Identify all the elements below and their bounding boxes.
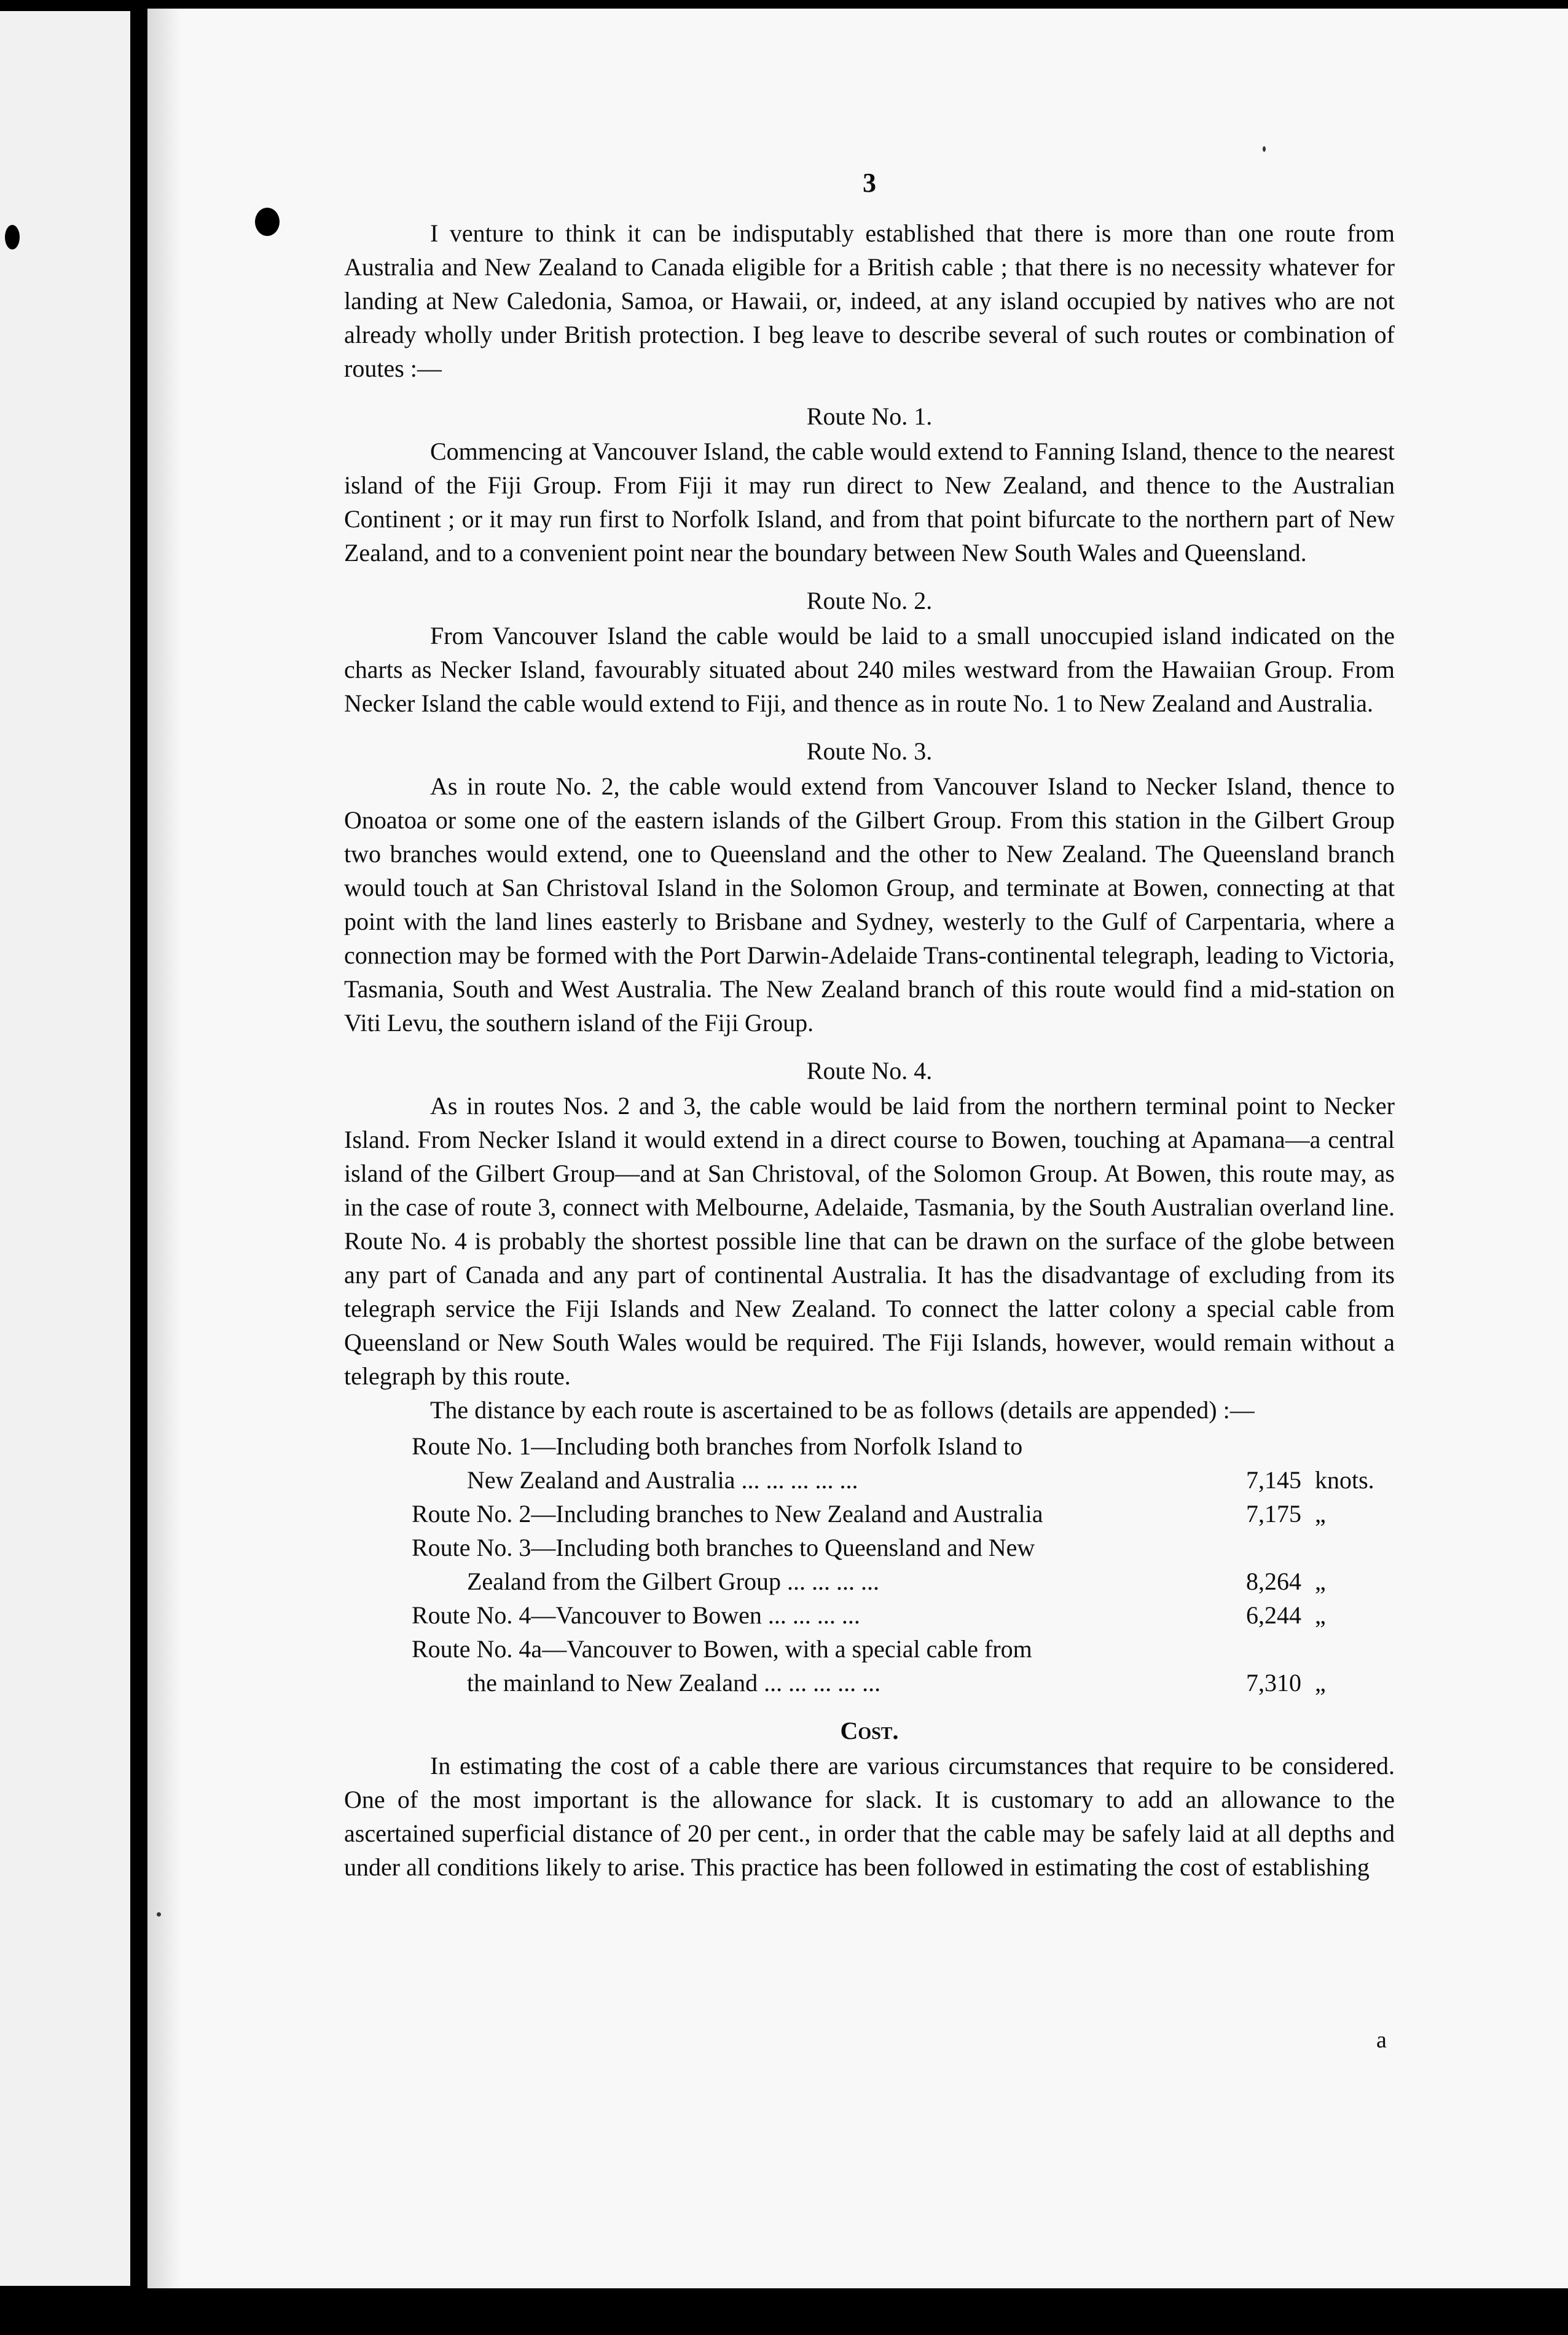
intro-paragraph: I venture to think it can be indisputably established that there is more than one route from Australia and New Zealand to Canada eligible for a British cable ; that there is no necessity whatever for landing at New Caledonia, Samoa, or Hawaii, or, indeed, at any island occupied by natives who are not already wholly under British protection. I beg leave to describe several of such routes or combination of routes :— — [344, 219, 1395, 382]
distance-value: 7,310 — [1246, 1669, 1301, 1697]
route-heading: Route No. 2. — [806, 587, 933, 614]
page-binding-shadow — [147, 9, 181, 2288]
distance-unit: „ — [1315, 1500, 1326, 1528]
distance-unit: „ — [1315, 1568, 1326, 1595]
distance-row — [344, 1497, 1395, 1531]
route-heading: Route No. 1. — [806, 402, 933, 430]
paper-speck — [157, 1912, 161, 1917]
punch-hole-mark — [5, 225, 20, 249]
book-gutter — [130, 0, 147, 2335]
distance-row — [344, 1598, 1395, 1632]
route-paragraph: From Vancouver Island the cable would be laid to a small unoccupied island indicated on the charts as Necker Island, favourably situated about 240 miles westward from the Hawaiian Group. From Necker Island the cable would extend to Fiji, and thence as in route No. 1 to New Zealand and Australia. — [344, 622, 1395, 717]
distance-unit: knots. — [1315, 1466, 1374, 1494]
route-description: Route No. 4—Vancouver to Bowen ... ... ... ... — [412, 1601, 860, 1629]
page-number: 3 — [863, 168, 876, 198]
route-paragraph: As in routes Nos. 2 and 3, the cable would be laid from the northern terminal point to Necker Island. From Necker Island it would extend in a direct course to Bowen, touching at Apamana—a central island of the Gilbert Group—and at San Christoval, of the Solomon Group. At Bowen, this route may, as in the case of route 3, connect with Melbourne, Adelaide, Tasmania, by the South Australian overland line. Route No. 4 is probably the shortest possible line that can be drawn on the surface of the globe between any part of Canada and any part of continental Australia. It has the disadvantage of excluding from its telegraph service the Fiji Islands and New Zealand. To connect the latter colony a special cable from Queensland or New South Wales would be required. The Fiji Islands, however, would remain without a telegraph by this route. — [344, 1092, 1395, 1390]
route-heading: Route No. 3. — [806, 737, 933, 765]
distance-value: 6,244 — [1246, 1601, 1301, 1629]
route-paragraph: Commencing at Vancouver Island, the cable would extend to Fanning Island, thence to the nearest island of the Fiji Group. From Fiji it may run direct to New Zealand, and thence to the Australian Continent ; or it may run first to Norfolk Island, and from that point bifurcate to the northern part of New Zealand, and to a convenient point near the boundary between New South Wales and Queensland. — [344, 438, 1395, 567]
route-paragraph: As in route No. 2, the cable would extend from Vancouver Island to Necker Island, thence to Onoatoa or some one of the eastern islands of the Gilbert Group. From this station in the Gilbert Group two branches would extend, one to Queensland and the other to New Zealand. The Queensland branch would touch at San Christoval Island in the Solomon Group, and terminate at Bowen, connecting at that point with the land lines easterly to Brisbane and Sydney, westerly to the Gulf of Carpentaria, where a connection may be formed with the Port Darwin-Adelaide Trans-continental telegraph, leading to Victoria, Tasmania, South and West Australia. The New Zealand branch of this route would find a mid-station on Viti Levu, the southern island of the Fiji Group. — [344, 772, 1395, 1037]
route-description: Route No. 2—Including branches to New Zealand and Australia — [412, 1500, 1043, 1528]
route-description-continued: New Zealand and Australia ... ... ... ... ... — [467, 1466, 858, 1494]
route-description: Route No. 1—Including both branches from Norfolk Island to — [412, 1432, 1023, 1460]
route-section-3 — [344, 736, 1395, 1040]
signature-mark: a — [1376, 2027, 1387, 2053]
route-section-4 — [344, 1056, 1395, 1393]
distance-row — [344, 1531, 1395, 1598]
route-description: Route No. 3—Including both branches to Queensland and New — [412, 1534, 1035, 1561]
document-body — [344, 216, 1395, 1884]
route-description-continued: the mainland to New Zealand ... ... ... ... ... — [467, 1669, 881, 1697]
cost-paragraph: In estimating the cost of a cable there are various circumstances that require to be considered. One of the most important is the allowance for slack. It is customary to add an allowance to the ascertained superficial distance of 20 per cent., in order that the cable may be safely laid at all depths and under all conditions likely to arise. This practice has been followed in estimating the cost of establishing — [344, 1752, 1395, 1881]
route-heading: Route No. 4. — [806, 1057, 933, 1085]
distance-unit: „ — [1315, 1669, 1326, 1697]
distance-row — [344, 1429, 1395, 1497]
distance-intro: The distance by each route is ascertained to be as follows (details are appended) :— — [430, 1396, 1255, 1424]
binding-hole-mark — [255, 208, 280, 236]
route-description: Route No. 4a—Vancouver to Bowen, with a special cable from — [412, 1635, 1032, 1663]
route-description-continued: Zealand from the Gilbert Group ... ... ... ... — [467, 1568, 879, 1595]
distance-value: 7,145 — [1246, 1466, 1301, 1494]
distance-value: 8,264 — [1246, 1568, 1301, 1595]
paper-speck — [1263, 146, 1266, 152]
cost-heading: Cost. — [840, 1717, 899, 1744]
distance-row — [344, 1632, 1395, 1700]
distance-value: 7,175 — [1246, 1500, 1301, 1528]
distance-table — [344, 1429, 1395, 1700]
route-section-2 — [344, 586, 1395, 720]
route-section-1 — [344, 401, 1395, 570]
facing-page-edge — [0, 11, 130, 2286]
distance-unit: „ — [1315, 1601, 1326, 1629]
